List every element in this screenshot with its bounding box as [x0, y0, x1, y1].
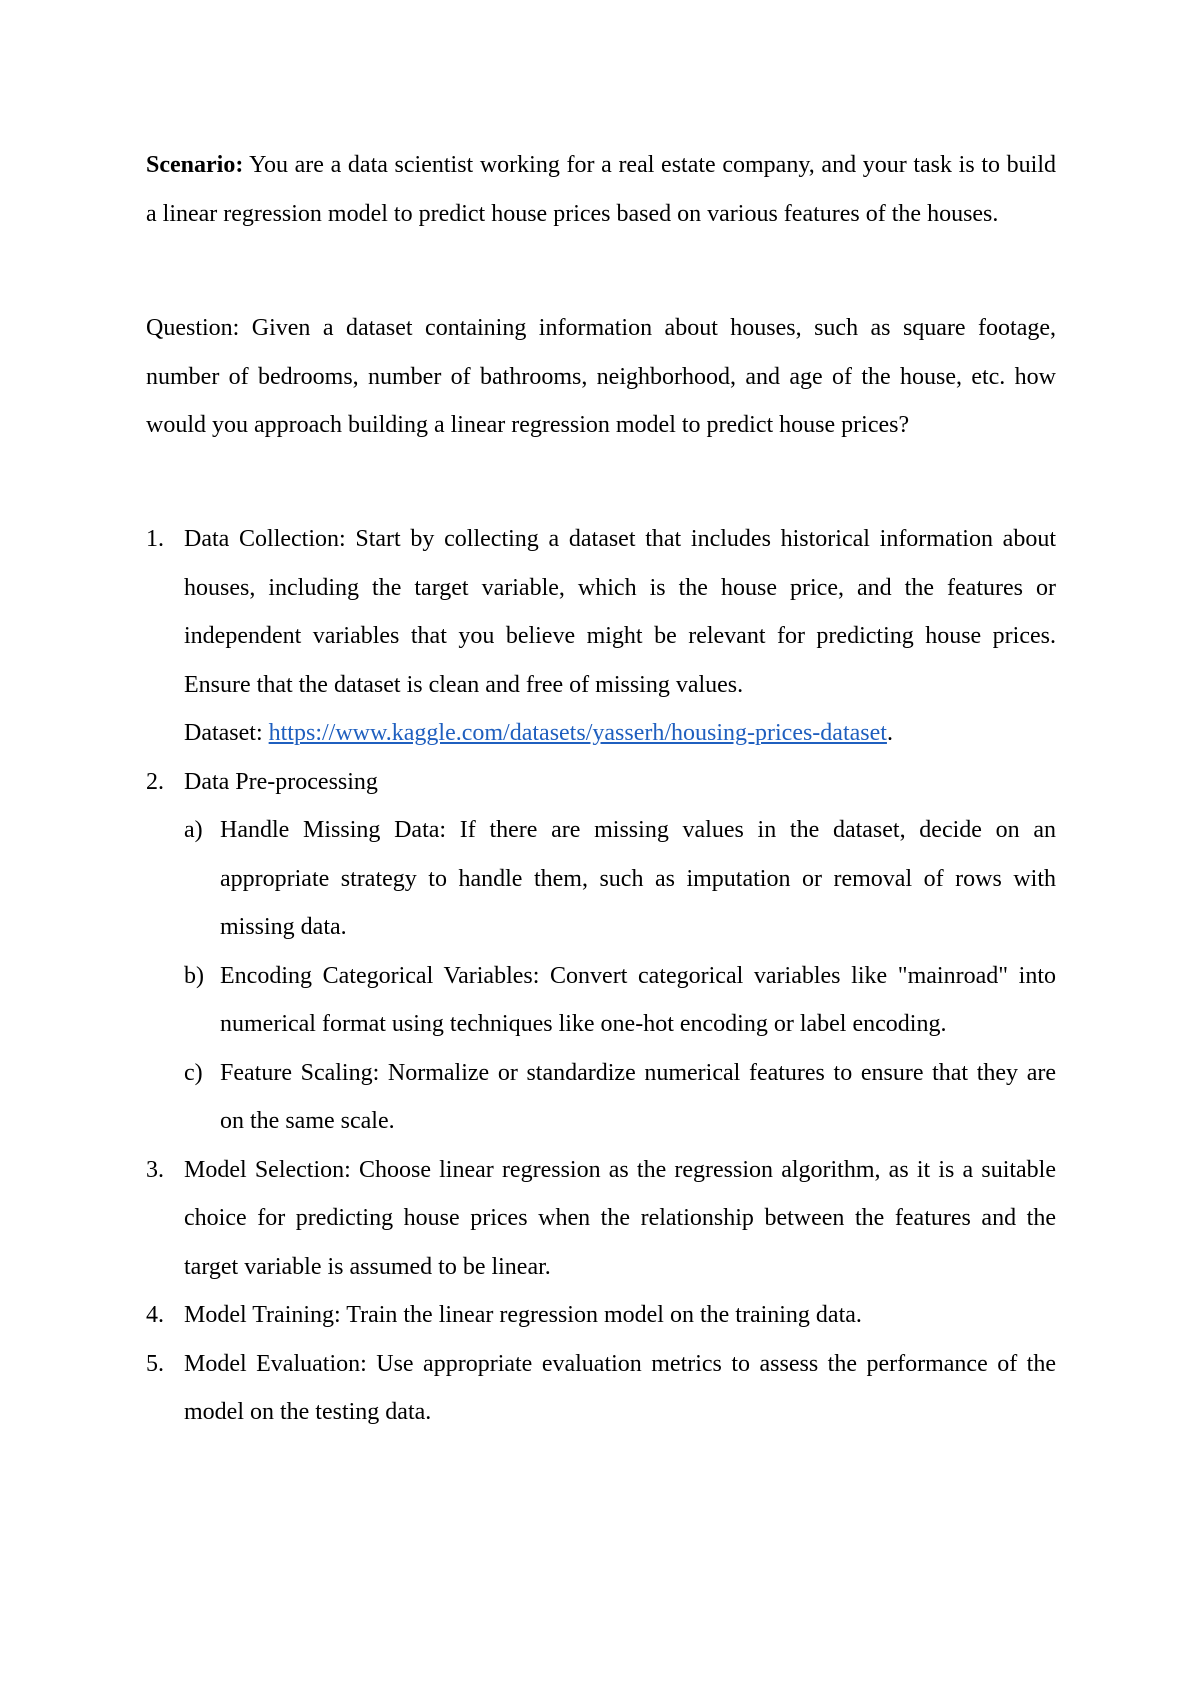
sub-item-feature-scaling	[184, 1049, 1056, 1146]
step-text: Model Evaluation: Use appropriate evaluation metrics to assess the performance of the model on the testing data.	[184, 1350, 1056, 1425]
step-number: 1.	[146, 526, 164, 552]
question-paragraph	[146, 304, 1056, 450]
question-text: Question: Given a dataset containing information about houses, such as square footage, number of bedrooms, number of bathrooms, neighborhood, and age of the house, etc. how would you approach building a linear regression model to predict house prices?	[146, 315, 1056, 438]
step-text: Model Selection: Choose linear regression as the regression algorithm, as it is a suitable choice for predicting house prices when the relationship between the features and the target variable is assumed to be linear.	[184, 1156, 1056, 1280]
sub-letter: a)	[184, 817, 203, 843]
sub-item-encoding	[184, 952, 1056, 1049]
steps-list	[146, 515, 1056, 1437]
dataset-link[interactable]: https://www.kaggle.com/datasets/yasserh/housing-prices-dataset	[268, 720, 887, 746]
sub-text: Encoding Categorical Variables: Convert categorical variables like "mainroad" into numerical format using techniques like one-hot encoding or label encoding.	[220, 962, 1056, 1037]
dataset-line	[184, 709, 1056, 758]
step-text: Model Training: Train the linear regression model on the training data.	[184, 1302, 862, 1328]
step-number: 5.	[146, 1350, 164, 1377]
step-text: Data Pre-processing	[184, 768, 378, 795]
step-number: 2.	[146, 768, 164, 795]
preprocessing-sublist	[184, 806, 1056, 1146]
step-model-evaluation	[146, 1340, 1056, 1437]
scenario-label: Scenario:	[146, 152, 244, 178]
step-model-training	[146, 1291, 1056, 1340]
sub-item-missing-data	[184, 806, 1056, 952]
scenario-text: You are a data scientist working for a real estate company, and your task is to build a linear regression model to predict house prices based on various features of the houses.	[146, 152, 1056, 227]
step-data-collection	[146, 515, 1056, 758]
dataset-suffix: .	[886, 720, 893, 746]
step-number: 3.	[146, 1156, 164, 1183]
step-number: 4.	[146, 1302, 164, 1328]
step-text: Data Collection: Start by collecting a dataset that includes historical information about houses, including the target variable, which is the house price, and the features or independent variables that you believe might be relevant for predicting house prices. Ensure that the dataset is clean and free of missing values.	[184, 526, 1056, 698]
scenario-paragraph	[146, 141, 1056, 238]
sub-letter: b)	[184, 962, 204, 989]
step-data-preprocessing	[146, 758, 1056, 1146]
dataset-label: Dataset:	[184, 720, 269, 746]
step-model-selection	[146, 1146, 1056, 1292]
sub-letter: c)	[184, 1059, 203, 1086]
sub-text: Handle Missing Data: If there are missing values in the dataset, decide on an appropriate strategy to handle them, such as imputation or removal of rows with missing data.	[220, 817, 1056, 940]
sub-text: Feature Scaling: Normalize or standardize numerical features to ensure that they are on the same scale.	[220, 1059, 1056, 1134]
